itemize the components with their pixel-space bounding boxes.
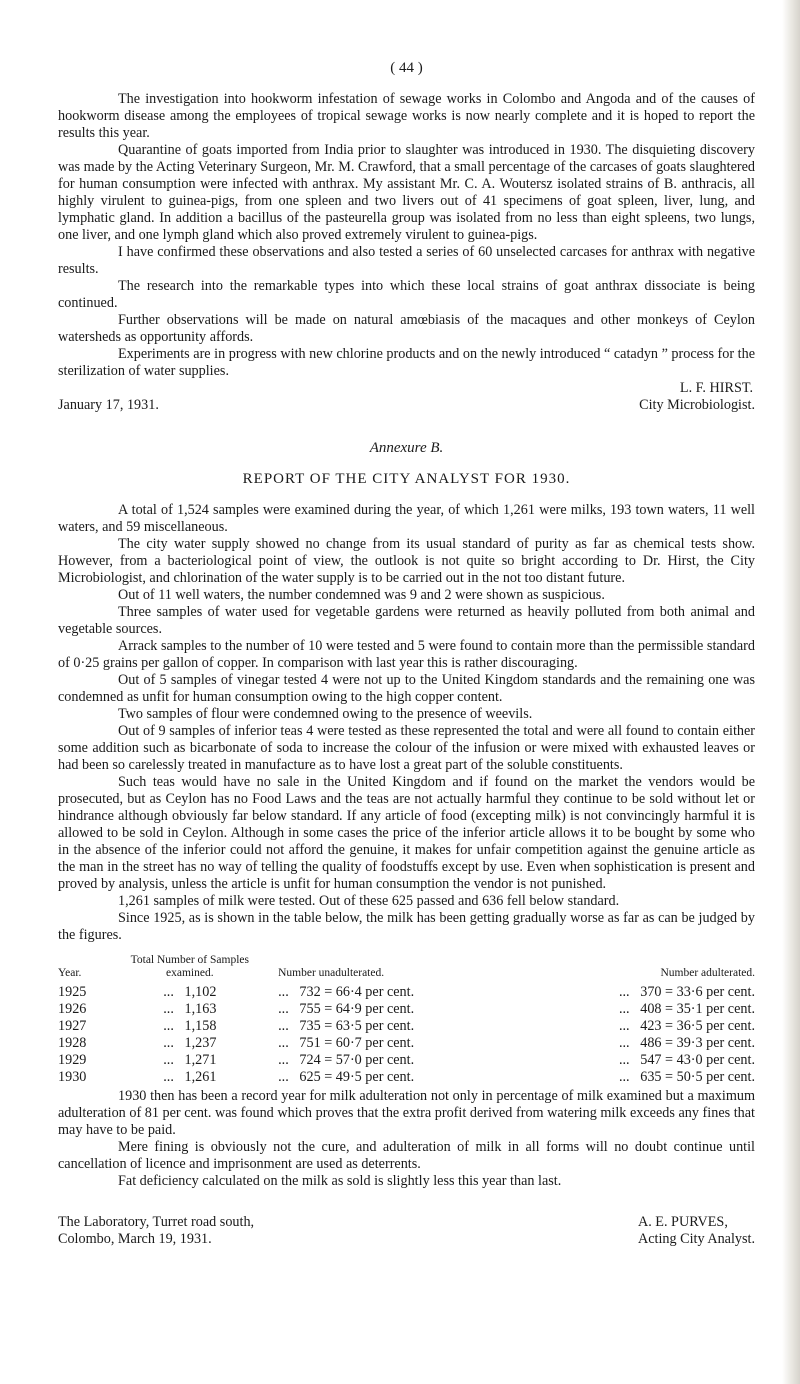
paragraph: Out of 5 samples of vinegar tested 4 were not up to the United Kingdom standards and the remaining one was condemned as unfit for human consumption owing to the high copper content. bbox=[58, 672, 755, 705]
cell-year-value: 1925 bbox=[58, 984, 87, 1000]
table-header-row bbox=[58, 954, 755, 984]
leader-dots: ... bbox=[618, 984, 641, 1000]
leader-dots: ... bbox=[278, 1001, 300, 1017]
cell-year bbox=[58, 1035, 116, 1052]
cell-unadulterated bbox=[264, 1018, 477, 1035]
leader-dots: ... bbox=[163, 1001, 185, 1017]
closing-section bbox=[58, 1088, 755, 1190]
cell-unadulterated-value: 751 = 60·7 per cent. bbox=[299, 1035, 415, 1051]
cell-total-value: 1,163 bbox=[184, 1001, 217, 1017]
signatory-name: A. E. PURVES, bbox=[637, 1214, 728, 1230]
paragraph: Three samples of water used for vegetable gardens were returned as heavily polluted from both animal and vegetable sources. bbox=[58, 604, 755, 637]
cell-unadulterated-value: 735 = 63·5 per cent. bbox=[299, 1018, 415, 1034]
report-title: REPORT OF THE CITY ANALYST FOR 1930. bbox=[242, 471, 571, 487]
footer-address bbox=[58, 1214, 254, 1248]
cell-year-value: 1929 bbox=[58, 1052, 87, 1068]
cell-unadulterated bbox=[264, 984, 477, 1001]
table-row bbox=[58, 1069, 755, 1086]
cell-total bbox=[116, 1001, 265, 1018]
annexure-heading: Annexure B. bbox=[369, 440, 444, 456]
table-row bbox=[58, 984, 755, 1001]
cell-unadulterated-value: 625 = 49·5 per cent. bbox=[299, 1069, 415, 1085]
signatory-title: City Microbiologist. bbox=[639, 397, 755, 413]
leader-dots: ... bbox=[618, 1069, 641, 1085]
cell-adulterated-value: 547 = 43·0 per cent. bbox=[640, 1052, 755, 1068]
cell-year bbox=[58, 984, 116, 1001]
cell-adulterated bbox=[477, 1052, 755, 1069]
cell-unadulterated bbox=[264, 1035, 477, 1052]
cell-year-value: 1926 bbox=[58, 1001, 87, 1017]
leader-dots: ... bbox=[163, 1069, 185, 1085]
cell-year bbox=[58, 1052, 116, 1069]
cell-year bbox=[58, 1018, 116, 1035]
cell-adulterated bbox=[477, 984, 755, 1001]
cell-total-value: 1,158 bbox=[184, 1018, 217, 1034]
paragraph: Fat deficiency calculated on the milk as sold is slightly less this year than last. bbox=[118, 1173, 562, 1189]
cell-total bbox=[116, 1052, 265, 1069]
paragraph: Experiments are in progress with new chlorine products and on the newly introduced “ catadyn ” process for the sterilization of water supplies. bbox=[58, 346, 755, 379]
cell-year bbox=[58, 1001, 116, 1018]
cell-year-value: 1928 bbox=[58, 1035, 87, 1051]
header-year: Year. bbox=[58, 967, 82, 979]
cell-total-value: 1,261 bbox=[184, 1069, 217, 1085]
footer-signatory bbox=[638, 1214, 755, 1248]
cell-adulterated-value: 370 = 33·6 per cent. bbox=[640, 984, 755, 1000]
cell-unadulterated bbox=[264, 1001, 477, 1018]
cell-total bbox=[116, 1069, 265, 1086]
paragraph: 1,261 samples of milk were tested. Out of these 625 passed and 636 fell below standard. bbox=[118, 893, 620, 909]
address-line: Colombo, March 19, 1931. bbox=[58, 1231, 212, 1247]
paragraph: Out of 11 well waters, the number condemned was 9 and 2 were shown as suspicious. bbox=[118, 587, 605, 603]
leader-dots: ... bbox=[618, 1052, 641, 1068]
signature-block bbox=[58, 380, 755, 414]
cell-adulterated bbox=[477, 1035, 755, 1052]
cell-total bbox=[116, 1035, 265, 1052]
leader-dots: ... bbox=[163, 984, 185, 1000]
header-adulterated: Number adulterated. bbox=[660, 967, 755, 979]
cell-total bbox=[116, 1018, 265, 1035]
paragraph: I have confirmed these observations and also tested a series of 60 unselected carcases for anthrax with negative results. bbox=[58, 244, 755, 277]
leader-dots: ... bbox=[618, 1001, 641, 1017]
paragraph: The investigation into hookworm infestation of sewage works in Colombo and Angoda and of the causes of hookworm disease among the employees of tropical sewage works is now nearly complete and it is hoped to report the results this year. bbox=[58, 91, 755, 141]
cell-year-value: 1927 bbox=[58, 1018, 87, 1034]
paragraph: The research into the remarkable types into which these local strains of goat anthrax dissociate is being continued. bbox=[58, 278, 755, 311]
cell-year-value: 1930 bbox=[58, 1069, 87, 1085]
cell-total-value: 1,237 bbox=[184, 1035, 217, 1051]
page-edge-shadow bbox=[782, 0, 800, 1384]
cell-total-value: 1,102 bbox=[184, 984, 217, 1000]
leader-dots: ... bbox=[278, 1018, 300, 1034]
cell-adulterated bbox=[477, 1001, 755, 1018]
leader-dots: ... bbox=[163, 1018, 185, 1034]
leader-dots: ... bbox=[163, 1035, 185, 1051]
cell-unadulterated bbox=[264, 1052, 477, 1069]
paragraph: Mere fining is obviously not the cure, and adulteration of milk in all forms will no doubt continue until cancellation of licence and imprisonment are used as deterrents. bbox=[58, 1139, 755, 1172]
signature-date: January 17, 1931. bbox=[58, 397, 159, 413]
paragraph: Further observations will be made on natural amœbiasis of the macaques and other monkeys of Ceylon watersheds as opportunity affords. bbox=[58, 312, 755, 345]
leader-dots: ... bbox=[278, 1052, 300, 1068]
cell-adulterated-value: 408 = 35·1 per cent. bbox=[640, 1001, 755, 1017]
cell-adulterated-value: 486 = 39·3 per cent. bbox=[640, 1035, 755, 1051]
leader-dots: ... bbox=[618, 1035, 641, 1051]
table-row bbox=[58, 1052, 755, 1069]
cell-unadulterated bbox=[264, 1069, 477, 1086]
leader-dots: ... bbox=[618, 1018, 641, 1034]
leader-dots: ... bbox=[278, 984, 300, 1000]
milk-adulteration-table bbox=[58, 954, 755, 1086]
table-row bbox=[58, 1035, 755, 1052]
paragraph: Since 1925, as is shown in the table below, the milk has been getting gradually worse as far as can be judged by the figures. bbox=[58, 910, 755, 943]
header-unadulterated: Number unadulterated. bbox=[278, 967, 385, 979]
footer-signature bbox=[58, 1214, 755, 1248]
cell-year bbox=[58, 1069, 116, 1086]
cell-adulterated bbox=[477, 1069, 755, 1086]
cell-unadulterated-value: 755 = 64·9 per cent. bbox=[299, 1001, 415, 1017]
leader-dots: ... bbox=[278, 1035, 300, 1051]
cell-total bbox=[116, 984, 265, 1001]
cell-unadulterated-value: 732 = 66·4 per cent. bbox=[299, 984, 415, 1000]
address-line: The Laboratory, Turret road south, bbox=[58, 1214, 255, 1230]
paragraph: Such teas would have no sale in the United Kingdom and if found on the market the vendors would be prosecuted, but as Ceylon has no Food Laws and the teas are not actually harmful they continue to be sold without let or hindrance although obviously far below standard. If any article of food (excepting milk) is not convincingly harmful it is allowed to be sold in Ceylon. Although in some cases the price of the inferior article allows it to be bought by some who in the absence of the inferior could not afford the genuine, it makes for unfair competition against the genuine article as the man in the street has no way of telling the quality of foodstuffs except by use. Even when sophistication is present and proved by analysis, unless the article is unfit for human consumption the vendor is not punished. bbox=[58, 774, 755, 892]
paragraph: Out of 9 samples of inferior teas 4 were tested as these represented the total and were all found to contain either some addition such as bicarbonate of soda to increase the colour of the infusion or were mixed with exhausted leaves or had been so carelessly treated in manufacture as to have lost a great part of the soluble constituents. bbox=[58, 723, 755, 773]
cell-adulterated-value: 635 = 50·5 per cent. bbox=[640, 1069, 755, 1085]
analyst-report-section bbox=[58, 502, 755, 944]
table-row bbox=[58, 1001, 755, 1018]
paragraph: Arrack samples to the number of 10 were tested and 5 were found to contain more than the permissible standard of 0·25 grains per gallon of copper. In comparison with last year this is rather discouraging. bbox=[58, 638, 755, 671]
paragraph: A total of 1,524 samples were examined during the year, of which 1,261 were milks, 193 town waters, 11 well waters, and 59 miscellaneous. bbox=[58, 502, 755, 535]
table-row bbox=[58, 1018, 755, 1035]
leader-dots: ... bbox=[163, 1052, 185, 1068]
cell-unadulterated-value: 724 = 57·0 per cent. bbox=[299, 1052, 415, 1068]
cell-total-value: 1,271 bbox=[184, 1052, 217, 1068]
header-total: Total Number of Samples examined. bbox=[130, 954, 249, 979]
signatory-title: Acting City Analyst. bbox=[637, 1231, 755, 1247]
paragraph: The city water supply showed no change from its usual standard of purity as far as chemical tests show. However, from a bacteriological point of view, the outlook is not quite so bright according to Dr. Hirst, the City Microbiologist, and chlorination of the water supply is to be carried out in the not too distant future. bbox=[58, 536, 755, 586]
paragraph: 1930 then has been a record year for milk adulteration not only in percentage of milk examined but a maximum adulteration of 81 per cent. was found which proves that the extra profit derived from watering milk exceeds any fines that may have to be paid. bbox=[58, 1088, 755, 1138]
signatory-name: L. F. HIRST. bbox=[679, 380, 753, 396]
paragraph: Quarantine of goats imported from India prior to slaughter was introduced in 1930. The disquieting discovery was made by the Acting Veterinary Surgeon, Mr. M. Crawford, that a small percentage of the carcases of goats slaughtered for human consumption were infected with anthrax. My assistant Mr. C. A. Woutersz isolated strains of B. anthracis, all highly virulent to guinea-pigs, from one spleen and two livers out of 41 specimens of goat spleen, liver, lung, and lymphatic gland. In addition a bacillus of the pasteurella group was isolated from no less than eight spleens, two lungs, one liver, and one lymph gland which also proved extremely virulent to guinea-pigs. bbox=[58, 142, 755, 243]
page-number: ( 44 ) bbox=[390, 60, 423, 76]
paragraph: Two samples of flour were condemned owing to the presence of weevils. bbox=[118, 706, 533, 722]
microbiologist-report-section bbox=[58, 91, 755, 380]
cell-adulterated-value: 423 = 36·5 per cent. bbox=[640, 1018, 755, 1034]
leader-dots: ... bbox=[278, 1069, 300, 1085]
cell-adulterated bbox=[477, 1018, 755, 1035]
